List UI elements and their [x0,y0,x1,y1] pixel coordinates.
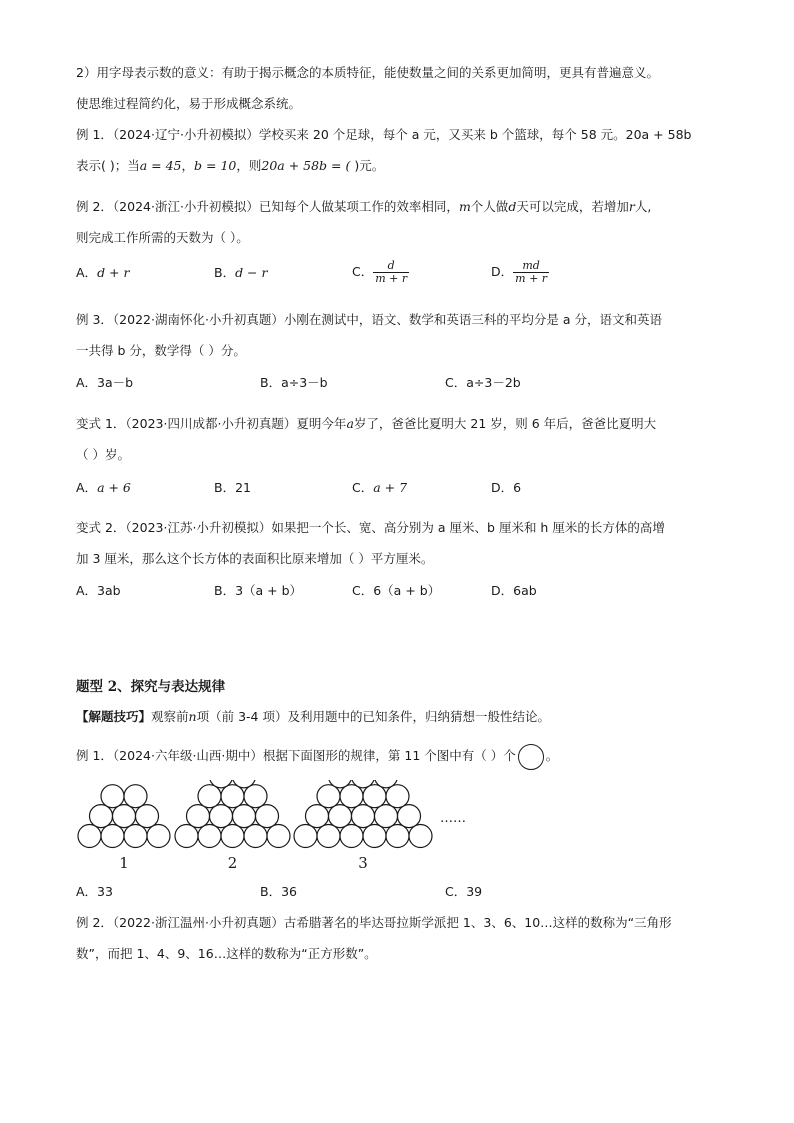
var1-text-a: 变式 1．（2023·四川成都·小升初真题）夏明今年 [76,416,347,431]
var1-option-d: D．6 [491,480,522,495]
pattern-circle [147,825,170,848]
pattern-circle [113,805,136,828]
pattern-circle [78,825,101,848]
pattern-circle [317,825,340,848]
var2-option-a: A．3ab [76,583,121,598]
solution-tip [76,708,550,726]
var1-option-a [76,479,131,497]
ex2-option-c-label: C． [352,264,374,279]
ex2-text-b: 个人做 [470,199,509,214]
pattern-circle [386,785,409,808]
ex2-option-c-den: m + r [375,272,408,285]
ex2-option-d-label: D． [491,264,514,279]
ex5-line-2: 数”，而把 1、4、9、16…这样的数称为“正方形数”。 [76,946,377,961]
ex2-option-b [214,264,267,282]
pattern-circle [233,805,256,828]
circle-icon [518,744,544,770]
pattern-figure-label: 2 [227,854,238,872]
var1-line-1 [76,415,656,433]
var2-option-d: D．6ab [491,583,537,598]
solution-tip-label: 【解题技巧】 [76,709,152,724]
pattern-circle [340,785,363,808]
pattern-circle [340,825,363,848]
pattern-circle [124,785,147,808]
pattern-circle [124,825,147,848]
pattern-circle [136,805,159,828]
pattern-circle [375,805,398,828]
var1-option-a-label: A． [76,480,98,495]
ex2-text-c: 天可以完成，若增加 [516,199,629,214]
ex2-var-r: r [628,199,635,214]
pattern-circle [294,825,317,848]
circle-pattern-figure [70,780,490,875]
var1-var-a: a [346,416,354,431]
var1-option-c-label: C． [352,480,374,495]
ex1-comma: ， [181,158,195,173]
pattern-circle [221,785,244,808]
pattern-circle [187,805,210,828]
var2-option-c: C．6（a + b） [352,583,441,598]
ex3-option-c: C．a÷3－2b [445,375,521,390]
ex4-option-b: B．36 [260,884,297,899]
ex2-option-d-fraction [513,260,549,285]
pattern-circle [101,825,124,848]
ex2-option-a-label: A． [76,265,98,280]
ex3-line-1: 例 3．（2022·湖南怀化·小升初真题）小刚在测试中，语文、数学和英语三科的平均分是 a 分，语文和英语 [76,312,663,327]
ex1-line-2 [76,157,384,175]
pattern-circle [363,785,386,808]
pattern-circle [317,785,340,808]
ex3-option-b: B．a÷3－b [260,375,328,390]
pattern-circle [244,825,267,848]
ex4-line-1 [76,742,558,770]
solution-tip-var-n: n [188,709,197,724]
pattern-circle [210,805,233,828]
ex5-line-1: 例 2．（2022·浙江温州·小升初真题）古希腊著名的毕达哥拉斯学派把 1、3、6、10…这样的数称为“三角形 [76,915,672,930]
pattern-circle [101,785,124,808]
ex4-text-b: 。 [545,748,559,763]
ex4-text-a: 例 1．（2024·六年级·山西·期中）根据下面图形的规律，第 11 个图中有（ ）个 [76,748,516,763]
ex1-tail: )元。 [350,158,385,173]
pattern-figure-label: 1 [119,854,129,872]
pattern-figure-3 [294,780,432,872]
ex2-option-b-label: B． [214,265,236,280]
ex1-cond-b: b = 10 [194,158,237,173]
ex3-line-2: 一共得 b 分，数学得（ ）分。 [76,343,246,358]
pattern-figure-1 [78,785,170,872]
ex1-text-a: 表示( )；当 [76,158,140,173]
pattern-circle [256,805,279,828]
pattern-figure-2 [175,780,290,872]
pattern-circle [398,805,421,828]
pattern-circle [90,805,113,828]
ex1-line-1: 例 1．（2024·辽宁·小升初模拟）学校买来 20 个足球，每个 a 元，又买来 b 个篮球，每个 58 元。20a + 58b [76,127,692,142]
ex2-text-d: 人, [634,199,652,214]
intro-line-2: 使思维过程简约化，易于形成概念系统。 [76,96,302,111]
ex2-text-a: 例 2．（2024·浙江·小升初模拟）已知每个人做某项工作的效率相同， [76,199,459,214]
ex1-expr: 20a + 58b = ( [261,158,351,173]
pattern-circle [409,825,432,848]
ex2-option-c [352,260,409,285]
pattern-circle [198,825,221,848]
solution-tip-text-a: 观察前 [151,709,189,724]
var1-option-a-value: a + 6 [97,480,131,495]
ex1-then: ，则 [236,158,262,173]
var1-option-b: B．21 [214,480,251,495]
ex2-line-1 [76,198,651,216]
solution-tip-text-b: 项（前 3-4 项）及利用题中的已知条件，归纳猜想一般性结论。 [196,709,550,724]
var2-line-2: 加 3 厘米，那么这个长方体的表面积比原来增加（ ）平方厘米。 [76,551,434,566]
ex2-line-2: 则完成工作所需的天数为（ ）。 [76,230,249,245]
ex4-option-a: A．33 [76,884,113,899]
ex4-option-c: C．39 [445,884,483,899]
ex2-option-c-fraction [373,260,409,285]
section-title: 题型 2、探究与表达规律 [76,679,226,695]
var1-option-c [352,479,407,497]
pattern-circle [175,825,198,848]
var1-text-b: 岁了，爸爸比夏明大 21 岁，则 6 年后，爸爸比夏明大 [353,416,657,431]
pattern-circle [198,785,221,808]
pattern-circle [221,825,244,848]
intro-line-1: 2）用字母表示数的意义：有助于揭示概念的本质特征，能使数量之间的关系更加简明，更具有普遍意义。 [76,65,659,80]
ex1-cond-a: a = 45 [139,158,182,173]
var2-line-1: 变式 2．（2023·江苏·小升初模拟）如果把一个长、宽、高分别为 a 厘米、b 厘米和 h 厘米的长方体的高增 [76,520,665,535]
var2-option-b: B．3（a + b） [214,583,303,598]
pattern-circle [244,785,267,808]
ex2-option-b-value: d − r [235,265,268,280]
var1-line-2: （ ）岁。 [76,447,130,462]
ex2-option-d [491,260,549,285]
pattern-circle [329,805,352,828]
pattern-ellipsis: …… [440,811,466,826]
ex2-option-c-num: d [373,260,409,273]
var1-option-c-value: a + 7 [373,480,408,495]
pattern-circle [363,825,386,848]
pattern-circle [352,805,375,828]
pattern-figure-label: 3 [358,854,368,872]
ex2-var-d: d [508,199,517,214]
pattern-circle [386,825,409,848]
ex2-var-m: m [458,199,471,214]
ex2-option-d-den: m + r [515,272,548,285]
pattern-circle [267,825,290,848]
ex2-option-d-num: md [513,260,549,273]
ex3-option-a: A．3a－b [76,375,134,390]
ex2-option-a-value: d + r [97,265,130,280]
pattern-circle [306,805,329,828]
ex2-option-a [76,264,129,282]
